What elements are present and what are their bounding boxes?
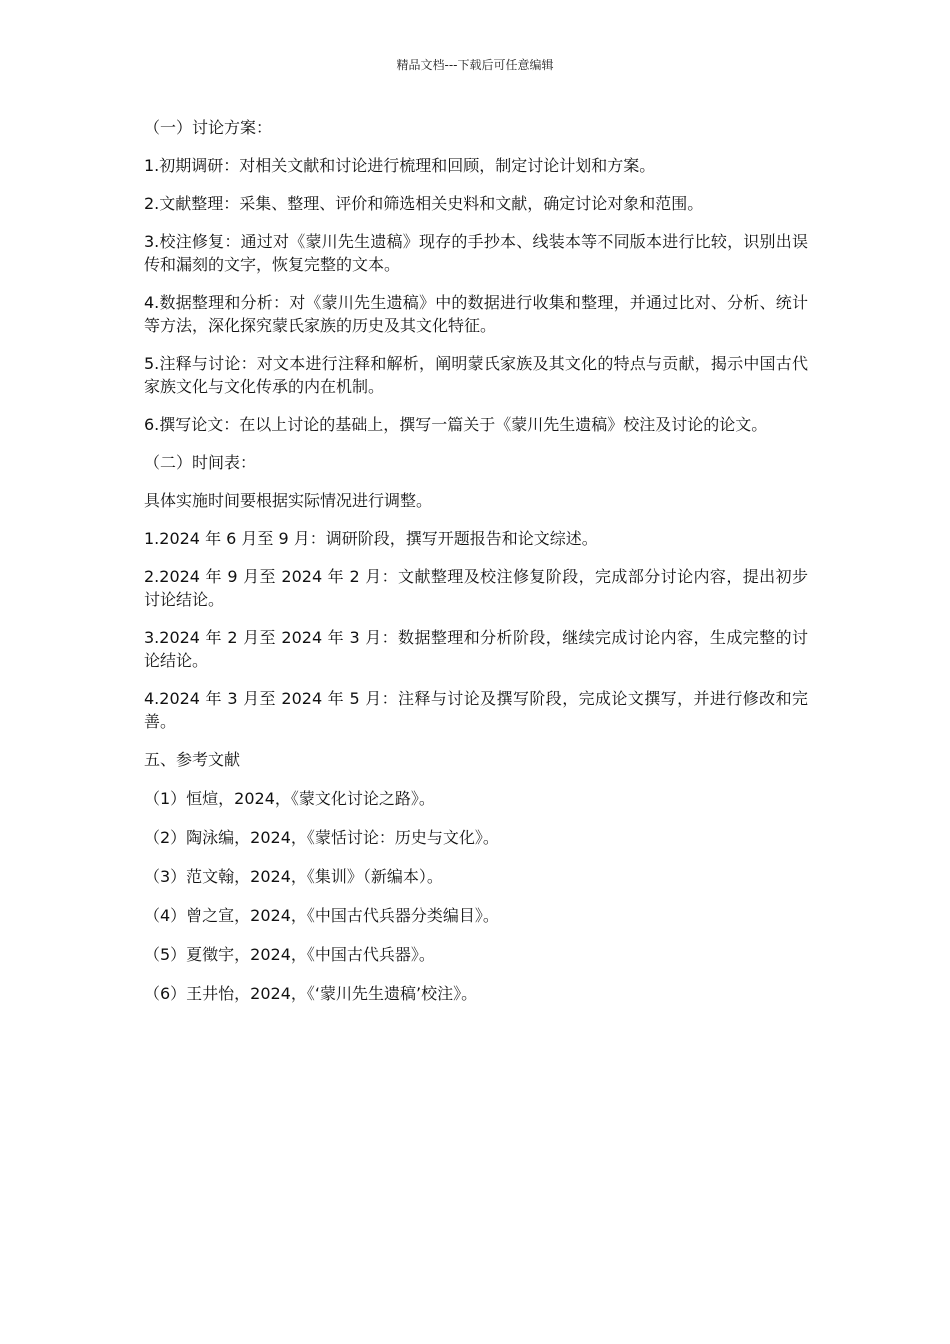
plan-item: 4.数据整理和分析：对《蒙川先生遗稿》中的数据进行收集和整理，并通过比对、分析、统计等方法，深化探究蒙氏家族的历史及其文化特征。 (144, 293, 808, 335)
plan-heading: （一）讨论方案： (144, 118, 273, 137)
plan-item: 3.校注修复：通过对《蒙川先生遗稿》现存的手抄本、线装本等不同版本进行比较，识别出误传和漏刻的文字，恢复完整的文本。 (144, 232, 808, 274)
schedule-item: 3.2024 年 2 月至 2024 年 3 月：数据整理和分析阶段，继续完成讨论内容，生成完整的讨论结论。 (144, 628, 808, 670)
reference-item: （4）曾之宣，2024，《中国古代兵器分类编目》。 (144, 906, 499, 925)
plan-item: 6.撰写论文：在以上讨论的基础上，撰写一篇关于《蒙川先生遗稿》校注及讨论的论文。 (144, 415, 768, 434)
reference-item: （1）恒煊，2024，《蒙文化讨论之路》。 (144, 789, 435, 808)
schedule-note: 具体实施时间要根据实际情况进行调整。 (144, 491, 433, 510)
schedule-heading: （二）时间表： (144, 453, 257, 472)
schedule-item: 4.2024 年 3 月至 2024 年 5 月：注释与讨论及撰写阶段，完成论文撰写，并进行修改和完善。 (144, 689, 808, 731)
reference-item: （5）夏徵宇，2024，《中国古代兵器》。 (144, 945, 435, 964)
references-section (144, 748, 808, 1005)
reference-item: （2）陶泳编，2024，《蒙恬讨论：历史与文化》。 (144, 828, 499, 847)
references-heading: 五、参考文献 (144, 750, 241, 769)
schedule-item: 1.2024 年 6 月至 9 月：调研阶段，撰写开题报告和论文综述。 (144, 529, 598, 548)
plan-item: 2.文献整理：采集、整理、评价和筛选相关史料和文献，确定讨论对象和范围。 (144, 194, 704, 213)
plan-item: 1.初期调研：对相关文献和讨论进行梳理和回顾，制定讨论计划和方案。 (144, 156, 656, 175)
page-header: 精品文档---下载后可任意编辑 (396, 58, 554, 72)
plan-item: 5.注释与讨论：对文本进行注释和解析，阐明蒙氏家族及其文化的特点与贡献，揭示中国古代家族文化与文化传承的内在机制。 (144, 354, 808, 396)
reference-item: （6）王井怡，2024，《‘蒙川先生遗稿’校注》。 (144, 984, 478, 1003)
schedule-section (144, 451, 808, 733)
discussion-plan-section (144, 116, 808, 436)
schedule-item: 2.2024 年 9 月至 2024 年 2 月：文献整理及校注修复阶段，完成部分讨论内容，提出初步讨论结论。 (144, 567, 808, 609)
document-body (144, 116, 808, 1021)
reference-item: （3）范文翰，2024，《集训》（新编本）。 (144, 867, 443, 886)
